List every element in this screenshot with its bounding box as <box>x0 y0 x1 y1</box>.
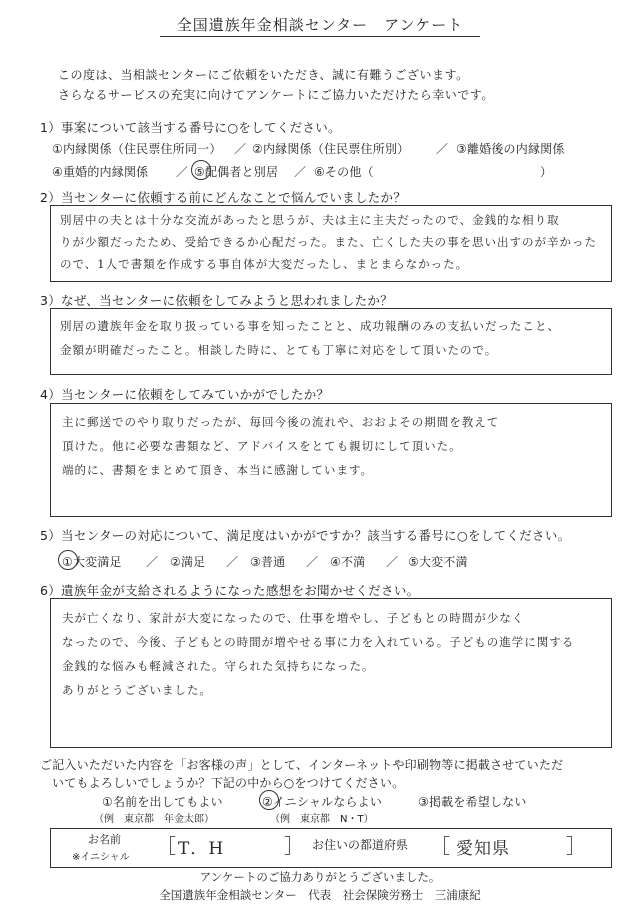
consent-example-2: （例 東京都 N・T） <box>270 814 374 825</box>
pref-bracket-close: ］ <box>566 834 586 858</box>
footer-organization: 全国遺族年金相談センター 代表 社会保険労務士 三浦康紀 <box>159 888 481 902</box>
q5-option-4[interactable]: ④不満 <box>330 555 366 569</box>
selected-circle-mark <box>58 550 78 570</box>
q1-separator: ／ <box>436 142 449 156</box>
q6-answer-line-2: なったので、今後、子どもとの時間が増やせる事に力を入れている。子どもの進学に関する <box>62 635 575 649</box>
q1-option-6[interactable]: ⑥その他（ <box>314 165 374 179</box>
name-input-value[interactable]: T．H <box>178 839 225 859</box>
q2-answer-line-3: ので、1人で書類を作成する事自体が大変だったし、まとまらなかった。 <box>60 257 469 271</box>
q4-question: 4）当センターに依頼をしてみていかがでしたか？ <box>40 387 330 402</box>
q1-option-5[interactable]: ⑤配偶者と別居 <box>194 165 279 179</box>
q5-question: 5）当センターの対応について、満足度はいかがですか？該当する番号に○をしてください。 <box>40 528 571 543</box>
q3-answer-line-1: 別居の遺族年金を取り扱っている事を知ったことと、成功報酬のみの支払いだったこと、 <box>60 319 560 333</box>
q2-answer-line-2: りが少額だったため、受給できるか心配だった。また、亡くした夫の事を思い出すのが辛かった <box>60 235 598 249</box>
q3-question: 3）なぜ、当センターに依頼をしてみようと思われましたか？ <box>40 293 393 308</box>
initial-label: ※イニシャル <box>72 852 130 863</box>
consent-option-3[interactable]: ③掲載を希望しない <box>418 795 527 809</box>
name-label: お名前 <box>88 833 121 846</box>
q2-question: 2）当センターに依頼する前にどんなことで悩んでいましたか？ <box>40 190 407 205</box>
q6-answer-line-3: 金銭的な悩みも軽減された。守られた気持ちになった。 <box>62 659 375 673</box>
q5-separator: ／ <box>226 555 239 569</box>
pref-bracket-open: ［ <box>430 834 450 858</box>
title-underline <box>160 36 480 37</box>
footer-thanks: アンケートのご協力ありがとうございました。 <box>199 870 441 884</box>
q1-separator: ／ <box>234 142 247 156</box>
q5-separator: ／ <box>386 555 399 569</box>
q4-answer-line-1: 主に郵送でのやり取りだったが、毎回今後の流れや、おおよその期間を教えて <box>62 415 500 429</box>
q5-option-2[interactable]: ②満足 <box>170 555 206 569</box>
name-bracket-open: ［ <box>156 834 176 858</box>
consent-option-1[interactable]: ①名前を出してもよい <box>102 795 223 809</box>
q5-separator: ／ <box>146 555 159 569</box>
q1-option-3[interactable]: ③離婚後の内縁関係 <box>456 142 565 156</box>
q1-option-2[interactable]: ②内縁関係（住民票住所別） <box>252 142 410 156</box>
q4-answer-line-2: 頂けた。他に必要な書類など、アドバイスをとても親切にして頂いた。 <box>62 439 462 453</box>
name-bracket-close: ］ <box>284 834 304 858</box>
intro-line-1: この度は、当相談センターにご依頼をいただき、誠に有難うございます。 <box>58 68 469 82</box>
consent-example-1: （例 東京都 年金太郎） <box>94 814 214 825</box>
q1-question: 1）事案について該当する番号に○をしてください。 <box>40 120 341 135</box>
selected-circle-mark <box>191 160 211 180</box>
q1-separator: ／ <box>176 165 189 179</box>
q1-separator: ／ <box>294 165 307 179</box>
prefecture-label: お住いの都道府県 <box>312 838 409 852</box>
consent-option-2[interactable]: ②イニシャルならよい <box>262 795 383 809</box>
prefecture-input-value[interactable]: 愛知県 <box>456 839 510 859</box>
consent-text-1: ご記入いただいた内容を「お客様の声」として、インターネットや印刷物等に掲載させていただ <box>40 758 564 772</box>
intro-line-2: さらなるサービスの充実に向けてアンケートにご協力いただけたら幸いです。 <box>58 88 494 102</box>
q2-answer-line-1: 別居中の夫とは十分な交流があったと思うが、夫は主に主夫だったので、金銭的な相り取 <box>60 213 560 227</box>
page-title: 全国遺族年金相談センター アンケート <box>176 16 464 34</box>
q3-answer-line-2: 金額が明確だったこと。相談した時に、とても丁寧に対応をして頂いたので。 <box>60 343 498 357</box>
q5-option-1[interactable]: ①大変満足 <box>62 555 122 569</box>
q6-answer-line-4: ありがとうございました。 <box>62 683 212 697</box>
q5-option-5[interactable]: ⑤大変不満 <box>408 555 468 569</box>
q1-option-6-close: ） <box>540 165 553 179</box>
q6-question: 6）遺族年金が支給されるようになった感想をお聞かせください。 <box>40 583 420 598</box>
q4-answer-line-3: 端的に、書類をまとめて頂き、本当に感謝しています。 <box>62 463 374 477</box>
q5-separator: ／ <box>306 555 319 569</box>
q6-answer-line-1: 夫が亡くなり、家計が大変になったので、仕事を増やし、子どもとの時間が少なく <box>62 611 525 625</box>
q1-option-4[interactable]: ④重婚的内縁関係 <box>52 165 149 179</box>
selected-circle-mark <box>259 790 279 810</box>
consent-text-2: いてもよろしいでしょうか？下記の中から○をつけてください。 <box>52 776 405 790</box>
q5-option-3[interactable]: ③普通 <box>250 555 286 569</box>
q1-option-1[interactable]: ①内縁関係（住民票住所同一） <box>52 142 222 156</box>
